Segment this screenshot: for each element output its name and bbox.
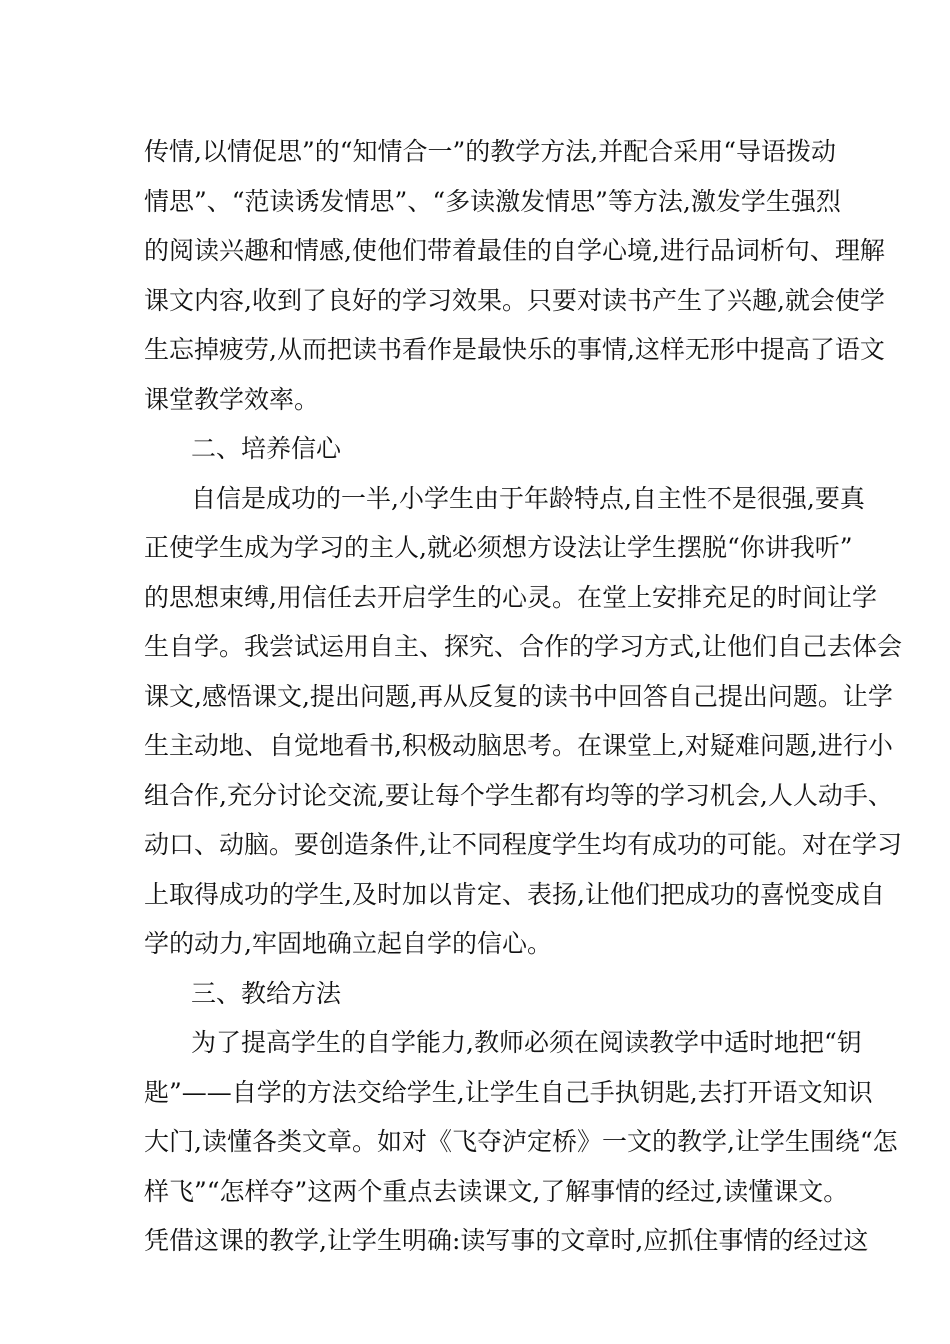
text-line: 课文,感悟课文,提出问题,再从反复的读书中回答自己提出问题。让学 (144, 681, 893, 711)
text-line: 上取得成功的学生,及时加以肯定、表扬,让他们把成功的喜悦变成自 (144, 879, 885, 909)
section-heading: 二、培养信心 (191, 434, 342, 463)
text-line: 动口、动脑。要创造条件,让不同程度学生均有成功的可能。对在学习 (144, 830, 902, 859)
text-line: 传情,以情促思”的“知情合一”的教学方法,并配合采用“导语拨动 (144, 137, 837, 166)
section-heading: 三、教给方法 (191, 978, 342, 1008)
text-line: 组合作,充分讨论交流,要让每个学生都有均等的学习机会,人人动手、 (144, 780, 893, 810)
body-text (144, 127, 902, 1266)
text-line: 为了提高学生的自学能力,教师必须在阅读教学中适时地把“钥 (191, 1028, 862, 1057)
text-line: 正使学生成为学习的主人,就必须想方设法让学生摆脱“你讲我听” (144, 533, 853, 562)
text-line: 的阅读兴趣和情感,使他们带着最佳的自学心境,进行品词析句、理解 (144, 236, 885, 265)
text-line: 匙”——自学的方法交给学生,让学生自己手执钥匙,去打开语文知识 (144, 1077, 873, 1107)
text-line: 样飞”“怎样夺”这两个重点去读课文,了解事情的经过,读懂课文。 (144, 1176, 849, 1206)
text-line: 生主动地、自觉地看书,积极动脑思考。在课堂上,对疑难问题,进行小 (144, 731, 893, 760)
text-line: 自信是成功的一半,小学生由于年龄特点,自主性不是很强,要真 (191, 483, 865, 513)
text-line: 生忘掉疲劳,从而把读书看作是最快乐的事情,这样无形中提高了语文 (144, 335, 885, 364)
text-line: 课堂教学效率。 (144, 384, 320, 414)
text-line: 课文内容,收到了良好的学习效果。只要对读书产生了兴趣,就会使学 (144, 285, 885, 315)
text-line: 学的动力,牢固地确立起自学的信心。 (144, 929, 552, 958)
text-line: 的思想束缚,用信任去开启学生的心灵。在堂上安排充足的时间让学 (144, 582, 877, 612)
text-line: 情思”、“范读诱发情思”、“多读激发情思”等方法,激发学生强烈 (144, 186, 841, 216)
text-line: 凭借这课的教学,让学生明确:读写事的文章时,应抓住事情的经过这 (144, 1226, 869, 1255)
text-line: 大门,读懂各类文章。如对《飞夺泸定桥》一文的教学,让学生围绕“怎 (144, 1127, 898, 1156)
text-line: 生自学。我尝试运用自主、探究、合作的学习方式,让他们自己去体会 (144, 632, 902, 661)
